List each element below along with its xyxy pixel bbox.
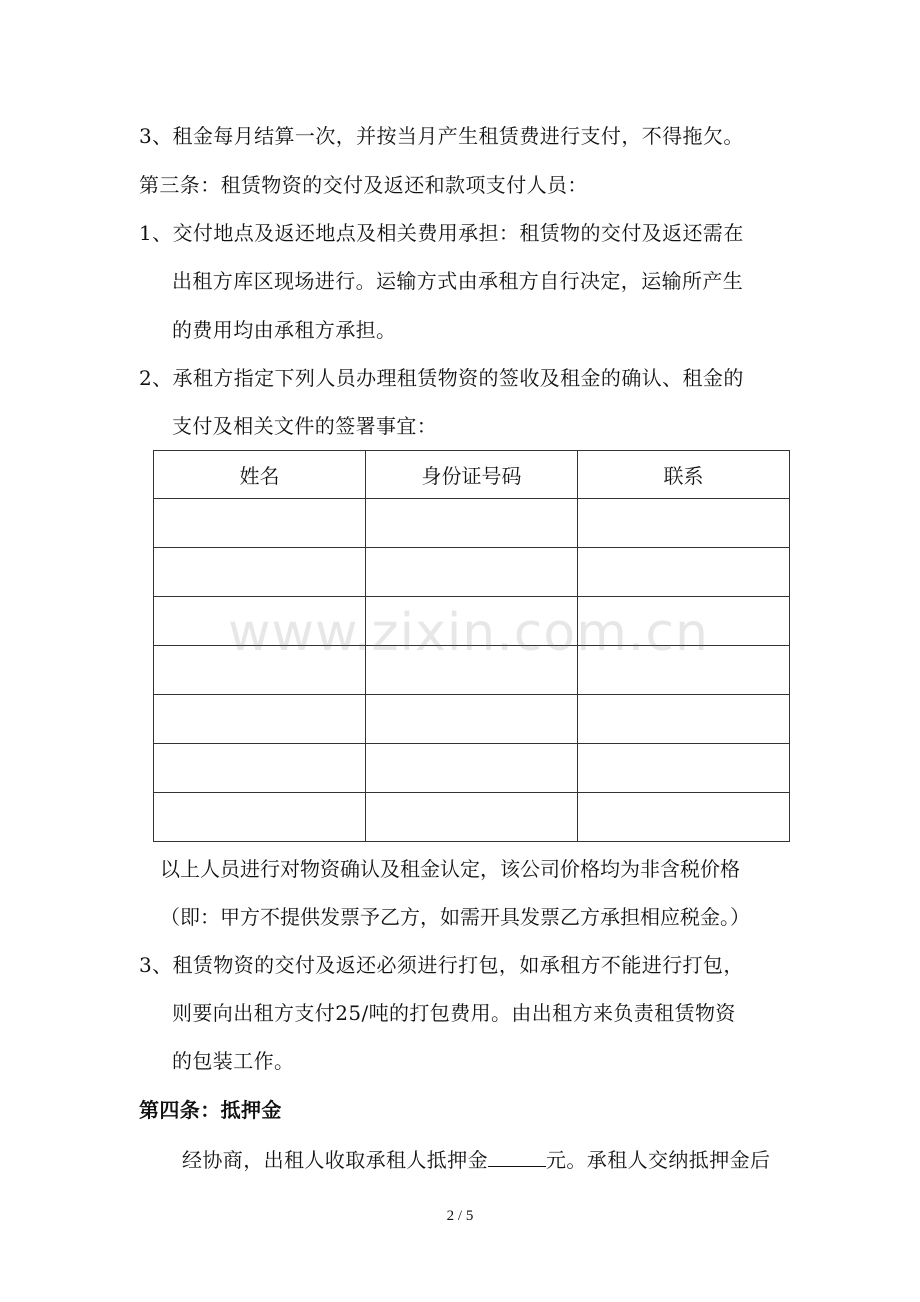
clause-3-rent-settlement: 3、租金每月结算一次，并按当月产生租赁费进行支付，不得拖欠。 <box>139 124 744 148</box>
table-cell[interactable] <box>366 695 578 744</box>
table-cell[interactable] <box>154 597 366 646</box>
table-row <box>154 548 790 597</box>
table-cell[interactable] <box>578 548 790 597</box>
table-row <box>154 499 790 548</box>
table-cell[interactable] <box>578 597 790 646</box>
table-cell[interactable] <box>578 793 790 842</box>
table-cell[interactable] <box>154 744 366 793</box>
table-cell[interactable] <box>578 646 790 695</box>
table-cell[interactable] <box>578 744 790 793</box>
table-row <box>154 793 790 842</box>
article-4-heading: 第四条：抵押金 <box>139 1098 282 1122</box>
deposit-text-after: 元。承租人交纳抵押金后 <box>546 1148 771 1172</box>
clause-3-packing-line1: 3、租赁物资的交付及返还必须进行打包，如承租方不能进行打包， <box>139 953 744 977</box>
table-header-row <box>154 451 790 499</box>
page-number: 2 / 5 <box>446 1208 474 1224</box>
table-cell[interactable] <box>366 793 578 842</box>
clause-1-delivery-line3: 的费用均由承租方承担。 <box>172 318 397 342</box>
table-cell[interactable] <box>366 499 578 548</box>
tax-note-line2: （即：甲方不提供发票予乙方，如需开具发票乙方承担相应税金。） <box>160 905 750 929</box>
article-3-heading: 第三条：租赁物资的交付及返还和款项支付人员： <box>139 173 588 197</box>
deposit-text-before: 经协商，出租人收取承租人抵押金 <box>182 1148 488 1172</box>
table-row <box>154 695 790 744</box>
deposit-clause <box>182 1144 770 1174</box>
header-name: 姓名 <box>154 451 366 499</box>
table-cell[interactable] <box>366 548 578 597</box>
clause-2-personnel-line1: 2、承租方指定下列人员办理租赁物资的签收及租金的确认、租金的 <box>139 366 744 390</box>
personnel-table <box>153 450 790 842</box>
table-row <box>154 646 790 695</box>
table-row <box>154 744 790 793</box>
table-cell[interactable] <box>366 646 578 695</box>
table-cell[interactable] <box>154 695 366 744</box>
clause-3-packing-line3: 的包装工作。 <box>172 1049 295 1073</box>
table-cell[interactable] <box>154 646 366 695</box>
clause-2-personnel-line2: 支付及相关文件的签署事宜： <box>172 414 438 438</box>
table-cell[interactable] <box>154 793 366 842</box>
table-cell[interactable] <box>578 499 790 548</box>
clause-1-delivery-line2: 出租方库区现场进行。运输方式由承租方自行决定，运输所产生 <box>172 269 744 293</box>
table-row <box>154 597 790 646</box>
table-cell[interactable] <box>578 695 790 744</box>
table-cell[interactable] <box>154 548 366 597</box>
clause-1-delivery-line1: 1、交付地点及返还地点及相关费用承担：租赁物的交付及返还需在 <box>139 221 744 245</box>
tax-note-line1: 以上人员进行对物资确认及租金认定，该公司价格均为非含税价格 <box>160 857 740 881</box>
table-cell[interactable] <box>154 499 366 548</box>
header-id-number: 身份证号码 <box>366 451 578 499</box>
table-cell[interactable] <box>366 597 578 646</box>
deposit-amount-blank[interactable] <box>488 1144 546 1167</box>
clause-3-packing-line2: 则要向出租方支付25/吨的打包费用。由出租方来负责租赁物资 <box>172 1001 736 1025</box>
table-cell[interactable] <box>366 744 578 793</box>
watermark: www.zixin.com.cn <box>228 603 709 663</box>
header-contact: 联系 <box>578 451 790 499</box>
